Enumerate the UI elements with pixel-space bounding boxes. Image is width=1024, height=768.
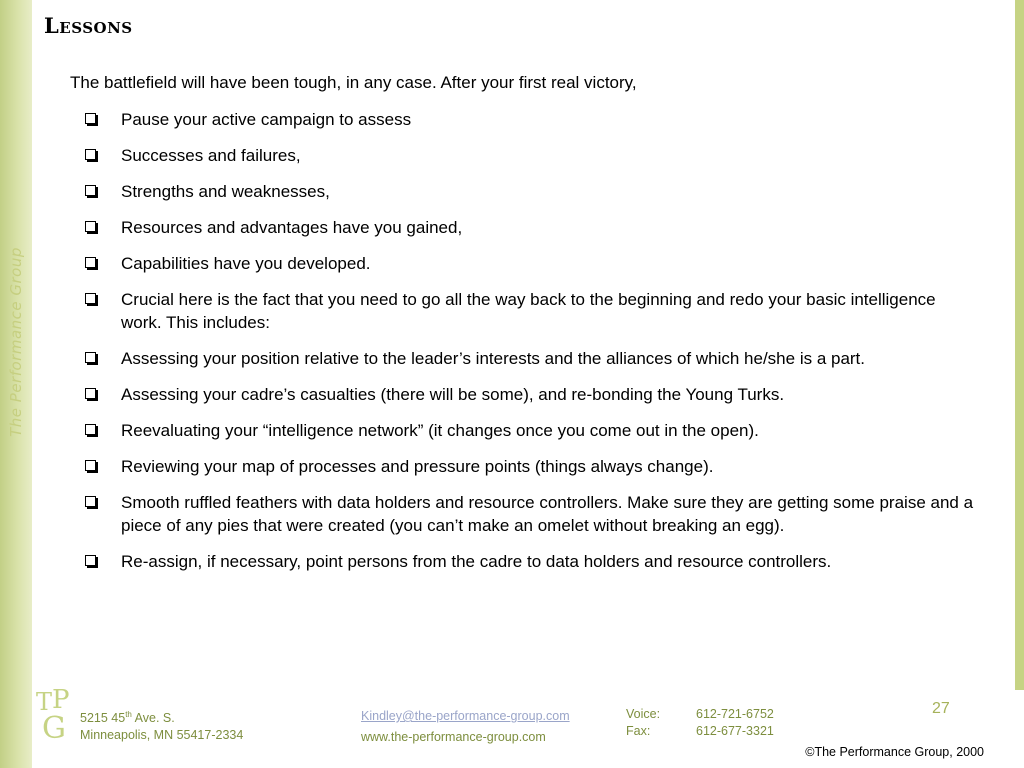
footer-web-links: [361, 706, 570, 748]
copyright-text: ©The Performance Group, 2000: [805, 745, 984, 759]
checkbox-bullet-icon: [85, 221, 96, 232]
list-item: [70, 252, 975, 275]
list-item: [70, 383, 975, 406]
intro-text: The battlefield will have been tough, in any case. After your first real victory,: [70, 73, 637, 92]
list-item-text: Reevaluating your “intelligence network” (it changes once you come out in the open).: [121, 421, 759, 440]
right-decorative-bar: [1015, 0, 1024, 690]
checkbox-bullet-icon: [85, 257, 96, 268]
list-item-text: Strengths and weaknesses,: [121, 182, 330, 201]
checkbox-bullet-icon: [85, 352, 96, 363]
website-text: www.the-performance-group.com: [361, 730, 546, 744]
slide-title: Lessons: [44, 13, 133, 38]
slide-content: [70, 72, 975, 586]
footer-address: [80, 706, 243, 744]
checkbox-bullet-icon: [85, 185, 96, 196]
list-item-text: Reviewing your map of processes and pressure points (things always change).: [121, 457, 714, 476]
checkbox-bullet-icon: [85, 460, 96, 471]
list-item-text: Assessing your cadre’s casualties (there will be some), and re-bonding the Young Turks.: [121, 385, 785, 404]
footer-phone: [626, 706, 774, 740]
list-item: [70, 347, 975, 370]
checkbox-bullet-icon: [85, 388, 96, 399]
fax-number: 612-677-3321: [696, 724, 774, 738]
list-item-text: Crucial here is the fact that you need to go all the way back to the beginning and redo your basic intelligence work. This includes:: [121, 290, 936, 332]
list-item-text: Pause your active campaign to assess: [121, 110, 412, 129]
checkbox-bullet-icon: [85, 555, 96, 566]
list-item: [70, 288, 975, 334]
fax-row: [626, 723, 774, 740]
list-item: [70, 144, 975, 167]
address-line-2: Minneapolis, MN 55417-2334: [80, 728, 244, 743]
voice-label: Voice:: [626, 707, 661, 721]
list-item: [70, 108, 975, 131]
list-item: [70, 216, 975, 239]
checkbox-bullet-icon: [85, 149, 96, 160]
list-item: [70, 491, 975, 537]
voice-row: [626, 706, 774, 723]
list-item-text: Smooth ruffled feathers with data holders and resource controllers. Make sure they are getting some praise and a piece of any pies that were created (you can’t make an omelet without breaking an egg).: [121, 493, 974, 535]
bullet-list: [70, 108, 975, 573]
list-item-text: Capabilities have you developed.: [121, 254, 371, 273]
logo-letter-p: P: [52, 686, 70, 715]
page-number: 27: [932, 700, 950, 717]
checkbox-bullet-icon: [85, 113, 96, 124]
list-item: [70, 180, 975, 203]
fax-label: Fax:: [626, 724, 651, 738]
list-item: [70, 455, 975, 478]
email-link[interactable]: Kindley@the-performance-group.com: [361, 709, 570, 723]
list-item: [70, 419, 975, 442]
list-item-text: Resources and advantages have you gained,: [121, 218, 463, 237]
checkbox-bullet-icon: [85, 293, 96, 304]
list-item-text: Assessing your position relative to the leader’s interests and the alliances of which he/she is a part.: [121, 349, 866, 368]
list-item-text: Successes and failures,: [121, 146, 301, 165]
voice-number: 612-721-6752: [696, 707, 774, 721]
tpg-logo-icon: [36, 686, 76, 742]
list-item-text: Re-assign, if necessary, point persons from the cadre to data holders and resource controllers.: [121, 552, 832, 571]
list-item: [70, 550, 975, 573]
left-decorative-bar: [0, 0, 32, 768]
logo-letter-g: G: [42, 711, 66, 742]
checkbox-bullet-icon: [85, 496, 96, 507]
checkbox-bullet-icon: [85, 424, 96, 435]
address-line-1: 5215 45th Ave. S.: [80, 710, 175, 726]
vertical-brand-text: The Performance Group: [7, 247, 25, 437]
logo-letter-t: T: [36, 688, 53, 716]
